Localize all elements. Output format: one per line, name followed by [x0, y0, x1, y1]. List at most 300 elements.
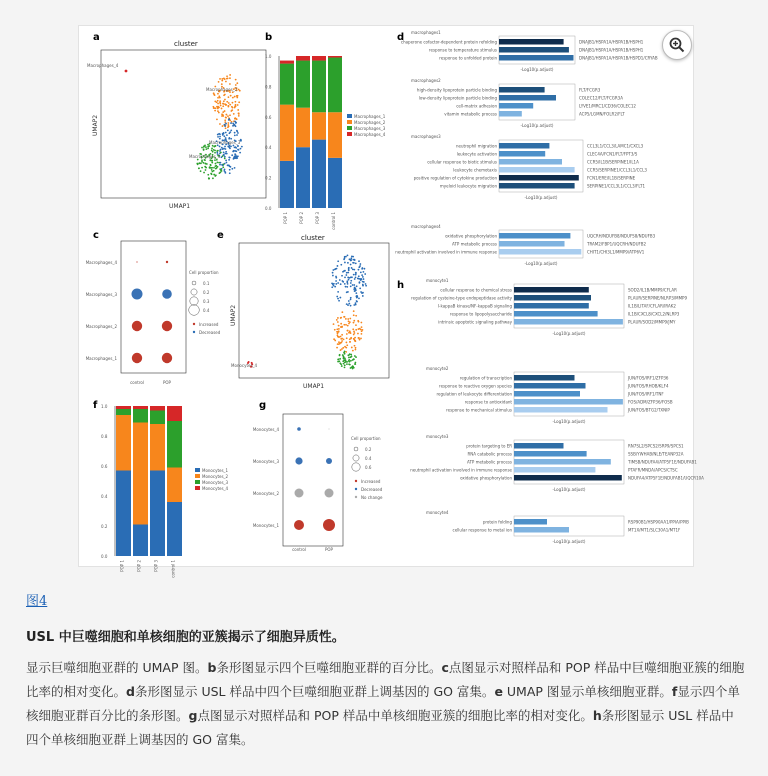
umap-e-point	[353, 320, 355, 322]
go-h-bar	[514, 319, 623, 325]
dot-c-row-label: Macrophages_1	[85, 356, 117, 361]
go-h-bar	[514, 475, 622, 481]
dot-g-row-label: Monocytes_4	[252, 427, 279, 432]
umap-a-point	[218, 112, 220, 114]
go-d-group-name: macrophages3	[411, 134, 441, 139]
go-h-group-name: monocyte2	[426, 366, 449, 371]
umap-a-point	[229, 77, 231, 79]
umap-e-point	[364, 273, 366, 275]
umap-a-point	[212, 177, 214, 179]
go-h-bar	[514, 519, 547, 525]
umap-a-point	[211, 160, 213, 162]
dot-c-dot	[132, 353, 142, 363]
umap-a-label-m1: Macrophages_1	[189, 154, 221, 159]
umap-e-point	[342, 281, 344, 283]
umap-a-point	[222, 125, 224, 127]
panel-a-title: cluster	[174, 40, 198, 48]
umap-e-point	[354, 363, 356, 365]
dot-g-dot	[295, 457, 302, 464]
umap-e-point	[346, 361, 348, 363]
go-d-x-axis-label: -Log10(p.adjust)	[520, 123, 554, 128]
umap-a-point	[224, 110, 226, 112]
bar-b-bar-segment	[328, 56, 342, 58]
umap-a-point	[219, 123, 221, 125]
go-h-x-axis-label: -Log10(p.adjust)	[552, 419, 586, 424]
go-d-term-label: chaperone cofactor-dependent protein refolding	[400, 39, 497, 45]
umap-e-point	[356, 301, 358, 303]
umap-e-point	[353, 310, 355, 312]
umap-e-point	[350, 354, 352, 356]
bar-b-y-tick: 0.6	[265, 114, 272, 120]
go-d-gene-label: UQCRH/NDUFB8/NDUFS8/NDUFB3	[587, 233, 656, 239]
umap-e-point	[350, 282, 352, 284]
go-h-term-label: I-kappaB kinase/NF-kappaB signaling	[437, 303, 512, 309]
dot-g-legend-dir-label: Decreased	[361, 487, 383, 492]
go-h-term-label: regulation of transcription	[459, 375, 512, 381]
umap-a-point	[240, 148, 242, 150]
go-h-gene-label: SOD2/IL1B/MMP9/CFLAR	[628, 287, 677, 293]
umap-e-point	[357, 278, 359, 280]
bar-b-bar-segment	[280, 64, 294, 105]
umap-a-label-m3: Macrophages_3	[209, 140, 241, 145]
umap-a-point	[237, 145, 239, 147]
go-h-bar	[514, 443, 564, 449]
umap-a-point	[216, 106, 218, 108]
umap-a-point	[225, 123, 227, 125]
panel-e-xlabel: UMAP1	[303, 383, 325, 390]
bar-b-y-tick: 0.4	[265, 145, 272, 151]
umap-e-point	[335, 280, 337, 282]
umap-a-point	[222, 114, 224, 116]
umap-e-point	[358, 275, 360, 277]
bar-f-y-tick: 0.8	[101, 434, 108, 439]
umap-a-point	[218, 81, 220, 83]
umap-a-point	[223, 170, 225, 172]
dot-c-dot	[162, 321, 172, 331]
umap-e-point	[337, 334, 339, 336]
caption-letter-e: e	[494, 684, 503, 699]
bar-f-legend-label: Monocytes_4	[202, 486, 229, 491]
umap-a-point	[222, 105, 224, 107]
caption-text-d: 条形图显示 USL 样品中四个巨噬细胞亚群上调基因的 GO 富集。	[134, 684, 495, 699]
umap-a-point	[227, 122, 229, 124]
dot-g-legend-size-dot	[354, 447, 358, 451]
go-d-gene-label: DNAJB1/HSPA1A/HSPA1B/HSPH1	[579, 39, 644, 45]
umap-a-point	[228, 119, 230, 121]
dot-c-legend-size-label: 0.4	[203, 308, 210, 313]
umap-a-point	[125, 70, 128, 73]
dot-g-legend-dir-dot	[355, 496, 357, 498]
umap-e-point	[359, 265, 361, 267]
umap-a-point	[219, 146, 221, 148]
go-d-gene-label: SERPINE1/CCL3L1/CCL3/FLT1	[587, 183, 646, 189]
umap-e-point	[350, 332, 352, 334]
bar-b-bar-segment	[312, 112, 326, 139]
umap-e-point	[359, 328, 361, 330]
zoom-in-button[interactable]	[662, 30, 692, 60]
go-d-term-label: positive regulation of cytokine production	[413, 175, 497, 181]
umap-e-point	[342, 360, 344, 362]
umap-a-point	[231, 168, 233, 170]
go-h-term-label: response to lipopolysaccharide	[449, 311, 512, 317]
go-d-term-label: neutrophil migration	[456, 143, 497, 149]
go-h-gene-label: IL1B/CXCL8/CXCL2/NLRP3	[628, 311, 680, 317]
umap-e-point	[353, 274, 355, 276]
go-d-bar	[499, 175, 579, 181]
umap-e-point	[343, 338, 345, 340]
dot-c-row-label: Macrophages_3	[85, 292, 117, 297]
umap-e-point	[345, 324, 347, 326]
umap-a-label-m2: Macrophages_2	[206, 87, 238, 92]
go-h-x-axis-label: -Log10(p.adjust)	[552, 331, 586, 336]
bar-f-bar-segment	[133, 406, 148, 409]
umap-a-point	[228, 157, 230, 159]
umap-e-point	[344, 367, 346, 369]
umap-e-point	[353, 331, 355, 333]
go-h-term-label: protein folding	[482, 519, 512, 525]
umap-a-point	[209, 160, 211, 162]
bar-b-bar-segment	[328, 158, 342, 208]
dot-c-dot	[132, 321, 142, 331]
umap-e-point	[348, 332, 350, 334]
go-d-term-label: oxidative phosphorylation	[445, 233, 497, 239]
umap-a-point	[219, 136, 221, 138]
umap-a-point	[211, 149, 213, 151]
umap-a-point	[214, 100, 216, 102]
umap-a-point	[239, 152, 241, 154]
umap-e-point	[346, 280, 348, 282]
dot-g-dot	[295, 489, 304, 498]
go-d-bar	[499, 241, 565, 247]
umap-a-point	[203, 162, 205, 164]
umap-a-point	[211, 148, 213, 150]
umap-a-point	[219, 78, 221, 80]
caption-letter-c: c	[441, 660, 449, 675]
panel-c-dotplot	[86, 230, 221, 385]
umap-e-point	[348, 279, 350, 281]
umap-e-point	[337, 317, 339, 319]
figure-link[interactable]: 图4	[26, 594, 48, 609]
umap-a-point	[236, 134, 238, 136]
umap-a-point	[203, 148, 205, 150]
caption-text-e: UMAP 图显示单核细胞亚群。	[502, 684, 672, 699]
go-d-gene-label: FCN1/ERE/IL1B/SERPINE	[587, 175, 636, 181]
umap-e-point	[332, 272, 334, 274]
umap-e-point	[365, 283, 367, 285]
go-d-bar	[499, 55, 573, 61]
umap-e-point	[337, 321, 339, 323]
umap-e-point	[331, 282, 333, 284]
go-h-bar	[514, 383, 586, 389]
go-h-bar	[514, 451, 587, 457]
figure-image[interactable]	[78, 25, 704, 578]
umap-a-point	[234, 117, 236, 119]
umap-e-point	[350, 337, 352, 339]
dot-g-legend-size-dot	[352, 463, 360, 471]
umap-a-label-m4: Macrophages_4	[87, 63, 119, 68]
umap-e-point	[351, 347, 353, 349]
dot-g-legend-size-label: 0.6	[365, 465, 372, 470]
go-h-term-label: regulation of cysteine-type endopeptidase activity	[411, 295, 512, 301]
dot-g-dot	[329, 429, 330, 430]
bar-f-legend-swatch	[195, 480, 200, 484]
umap-a-point	[233, 150, 235, 152]
umap-e-point	[334, 286, 336, 288]
umap-e-point	[343, 258, 345, 260]
panel-g-dotplot	[253, 400, 383, 552]
umap-a-point	[236, 157, 238, 159]
dot-g-dot	[297, 427, 301, 431]
zoom-in-icon	[668, 36, 686, 54]
bar-f-legend-swatch	[195, 468, 200, 472]
go-d-bar	[499, 111, 522, 117]
umap-e-point	[354, 337, 356, 339]
umap-e-point	[360, 338, 362, 340]
umap-a-point	[208, 178, 210, 180]
umap-a-point	[217, 100, 219, 102]
umap-a-point	[225, 81, 227, 83]
umap-e-point	[363, 281, 365, 283]
umap-a-point	[223, 100, 225, 102]
umap-a-point	[213, 146, 215, 148]
dot-c-dot	[132, 289, 143, 300]
go-h-gene-label: PTAFR/MNDA/APCS/CTSC	[628, 467, 678, 473]
umap-a-point	[217, 103, 219, 105]
umap-a-point	[217, 166, 219, 168]
umap-a-point	[200, 170, 202, 172]
dot-c-legend-size-dot	[191, 289, 197, 295]
umap-e-point	[346, 363, 348, 365]
go-d-group-name: macrophages1	[411, 30, 441, 35]
caption-text-g: 点图显示对照样品和 POP 样品中单核细胞亚簇的细胞比率的相对变化。	[197, 708, 593, 723]
umap-a-point	[226, 78, 228, 80]
umap-e-point	[341, 365, 343, 367]
go-h-gene-label: NDUFA4/ATP5F1E/NDUFAB1/UQCR10A	[628, 475, 704, 481]
umap-a-point	[205, 163, 207, 165]
umap-a-point	[220, 105, 222, 107]
umap-a-point	[213, 174, 215, 176]
umap-a-point	[237, 132, 239, 134]
umap-a-point	[214, 159, 216, 161]
umap-e-point	[359, 287, 361, 289]
umap-a-point	[240, 140, 242, 142]
dot-c-dot	[166, 261, 168, 263]
bar-f-legend-label: Monocytes_3	[202, 480, 229, 485]
umap-e-point	[345, 286, 347, 288]
umap-e-point	[348, 300, 350, 302]
umap-e-point	[344, 350, 346, 352]
umap-a-point	[216, 159, 218, 161]
umap-a-point	[232, 123, 234, 125]
umap-e-point	[337, 333, 339, 335]
go-d-bar	[499, 183, 575, 189]
umap-e-point	[338, 325, 340, 327]
bar-f-bar-segment	[116, 471, 131, 557]
umap-a-point	[237, 95, 239, 97]
umap-e-point	[353, 322, 355, 324]
go-d-x-axis-label: -Log10(p.adjust)	[524, 261, 558, 266]
dot-g-legend-size-dot	[353, 455, 359, 461]
umap-e-point	[349, 364, 351, 366]
go-d-gene-label: CCL3L1/CCL3/LAMC1/CXCL3	[587, 143, 644, 149]
go-h-term-label: RNA catabolic process	[467, 451, 512, 457]
bar-f-bar-segment	[167, 468, 182, 503]
umap-e-point	[354, 355, 356, 357]
umap-e-point	[355, 324, 357, 326]
umap-e-point	[344, 262, 346, 264]
go-d-gene-label: CCR5/IL1B/SERPINE1/IL1A	[587, 159, 639, 165]
panel-g-label: g	[259, 400, 267, 411]
dot-g-legend-dir-label: Increased	[361, 479, 381, 484]
bar-f-bar-segment	[150, 424, 165, 471]
umap-e-point	[339, 362, 341, 364]
umap-a-point	[234, 106, 236, 108]
umap-e-point	[351, 356, 353, 358]
go-h-group-name: monocyte3	[426, 434, 449, 439]
go-h-term-label: response to antioxidant	[464, 399, 512, 405]
umap-e-point	[354, 332, 356, 334]
umap-a-point	[221, 108, 223, 110]
panel-c-label: c	[93, 230, 99, 241]
go-d-x-axis-label: -Log10(p.adjust)	[524, 195, 558, 200]
umap-e-point	[335, 277, 337, 279]
umap-a-point	[205, 148, 207, 150]
umap-a-point	[223, 152, 225, 154]
umap-e-point	[344, 359, 346, 361]
bar-b-x-tick: POP 3	[315, 212, 320, 224]
dot-c-dot	[162, 353, 172, 363]
umap-e-point	[360, 271, 362, 273]
umap-e-point	[331, 286, 333, 288]
umap-e-point	[348, 277, 350, 279]
umap-e-point	[346, 272, 348, 274]
umap-e-point	[337, 282, 339, 284]
umap-e-point	[346, 303, 348, 305]
umap-a-point	[225, 159, 227, 161]
go-d-gene-label: CCR5/SERPINE1/CCL3L1/CCL3	[587, 167, 647, 173]
umap-a-point	[215, 174, 217, 176]
umap-a-point	[203, 146, 205, 148]
umap-e-point	[342, 347, 344, 349]
go-d-gene-label: DNAJB1/HSPA1A/HSPA1B/HSPD1/CRYAB	[579, 55, 658, 61]
dot-g-legend-title: Cell proportion	[351, 436, 381, 441]
umap-a-point	[232, 97, 234, 99]
bar-b-bar-segment	[280, 105, 294, 161]
umap-a-point	[229, 83, 231, 85]
go-h-bar	[514, 399, 623, 405]
umap-e-point	[365, 285, 367, 287]
dot-c-legend-dir-label: Increased	[199, 322, 219, 327]
go-d-gene-label: CHIT1/CHI3L1/MMP9/ATP6V1	[587, 249, 645, 255]
umap-e-point	[344, 361, 346, 363]
umap-e-point	[334, 329, 336, 331]
umap-a-point	[196, 163, 198, 165]
umap-e-point	[333, 283, 335, 285]
umap-a-point	[226, 75, 228, 77]
umap-a-point	[204, 159, 206, 161]
dot-c-dot	[136, 261, 137, 262]
dot-g-row-label: Monocytes_2	[252, 491, 279, 496]
umap-a-point	[199, 162, 201, 164]
umap-e-point	[357, 333, 359, 335]
umap-e-point	[333, 285, 335, 287]
umap-a-point	[228, 159, 230, 161]
umap-e-point	[338, 358, 340, 360]
panel-b-label: b	[265, 32, 273, 43]
umap-e-point	[342, 354, 344, 356]
umap-a-point	[223, 135, 225, 137]
bar-f-y-tick: 0.2	[101, 524, 108, 529]
umap-e-point	[347, 283, 349, 285]
umap-a-point	[225, 127, 227, 129]
umap-e-point	[344, 316, 346, 318]
umap-a-point	[221, 170, 223, 172]
umap-e-point	[348, 269, 350, 271]
umap-a-point	[215, 107, 217, 109]
umap-e-point	[354, 362, 356, 364]
dot-g-dot	[326, 458, 332, 464]
umap-e-point	[359, 263, 361, 265]
go-h-bar	[514, 459, 611, 465]
umap-e-point	[341, 326, 343, 328]
umap-e-point	[343, 324, 345, 326]
umap-a-point	[222, 148, 224, 150]
go-h-bar	[514, 467, 595, 473]
umap-a-point	[201, 167, 203, 169]
umap-e-point	[344, 353, 346, 355]
umap-a-point	[230, 122, 232, 124]
umap-e-point	[360, 322, 362, 324]
umap-a-point	[238, 149, 240, 151]
umap-a-point	[241, 146, 243, 148]
umap-e-point	[352, 350, 354, 352]
umap-e-point	[336, 319, 338, 321]
umap-e-point	[353, 358, 355, 360]
umap-e-point	[340, 336, 342, 338]
umap-a-point	[228, 96, 230, 98]
bar-f-legend-swatch	[195, 486, 200, 490]
umap-a-point	[227, 105, 229, 107]
caption-text-a: 显示巨噬细胞亚群的 UMAP 图。	[26, 660, 208, 675]
umap-e-point	[336, 328, 338, 330]
go-h-gene-label: TIMSB/NDUFA4/ATP5F1E/NDUFAB1	[628, 459, 697, 465]
go-d-gene-label: CLEC4A/FCN1/FLT/FPT3/S	[587, 151, 638, 157]
bar-b-bar-segment	[280, 61, 294, 64]
umap-e-point	[356, 285, 358, 287]
go-d-bar	[499, 47, 569, 53]
bar-b-bar-segment	[296, 56, 310, 61]
umap-e-point	[349, 341, 351, 343]
umap-e-point	[340, 349, 342, 351]
umap-a-point	[227, 164, 229, 166]
umap-e-point	[359, 339, 361, 341]
umap-a-point	[235, 84, 237, 86]
dot-g-col-label: control	[292, 547, 306, 552]
dot-g-legend-dir-dot	[355, 488, 357, 490]
umap-e-point	[353, 284, 355, 286]
umap-e-point	[351, 256, 353, 258]
umap-e-point	[340, 323, 342, 325]
dot-g-legend-dir-label: No change	[361, 495, 383, 500]
umap-e-point	[362, 276, 364, 278]
umap-a-point	[227, 124, 229, 126]
bar-f-bar-segment	[116, 406, 131, 409]
umap-e-point	[346, 337, 348, 339]
bar-b-x-tick: control 1	[331, 212, 336, 230]
umap-e-point	[354, 345, 356, 347]
dot-c-dot	[162, 289, 172, 299]
umap-e-point	[348, 359, 350, 361]
